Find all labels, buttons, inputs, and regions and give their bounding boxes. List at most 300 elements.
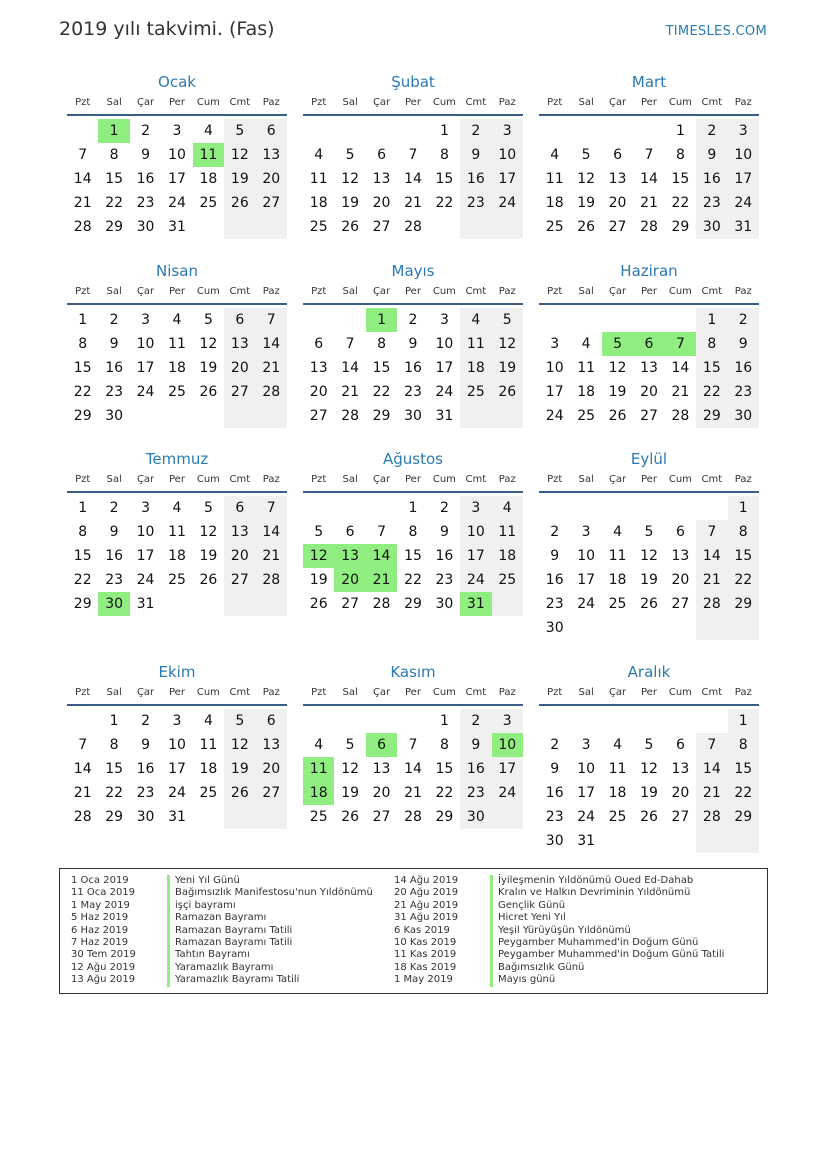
day-cell: 1 [439,123,449,139]
month-block [539,262,759,428]
day-grid [303,119,523,239]
day-cell: 20 [309,384,328,400]
empty-cell [633,829,664,853]
empty-cell [256,805,287,829]
day-cell: 23 [105,572,124,588]
day-cell: 10 [492,143,523,167]
day-cell: 11 [545,171,564,187]
day-cell: 24 [492,191,523,215]
day-cell: 8 [377,336,387,352]
day-cell: 3 [172,713,182,729]
legend-row [60,887,373,899]
weekday-header [303,686,523,706]
day-cell: 23 [435,572,454,588]
legend-date: 6 Kas 2019 [394,924,450,936]
day-cell: 13 [372,761,391,777]
legend-date: 21 Ağu 2019 [394,899,459,911]
day-cell: 5 [224,709,255,733]
empty-cell [492,805,523,829]
day-cell: 20 [671,785,690,801]
legend-date: 20 Ağu 2019 [394,887,459,899]
legend-holiday-name: Bağımsızlık Günü [490,962,584,974]
day-cell: 5 [203,312,213,328]
day-grid [67,709,287,829]
day-cell: 30 [136,219,155,235]
day-cell: 27 [671,596,690,612]
day-cell: 11 [309,171,328,187]
day-cell: 26 [640,596,658,612]
day-cell: 22 [105,785,124,801]
day-cell: 20 [256,757,287,781]
legend-holiday-name: Bağımsızlık Manifestosu'nun Yıldönümü [167,887,373,899]
empty-cell [334,308,365,332]
day-cell: 1 [78,500,88,516]
day-cell: 20 [671,572,690,588]
day-cell: 18 [608,572,627,588]
day-cell: 29 [404,596,422,612]
day-cell: 23 [136,195,155,211]
weekday-label: Pzt [311,286,327,297]
empty-cell [256,215,287,239]
brand-link[interactable]: TIMESLES.COM [665,24,767,39]
day-cell: 3 [728,119,759,143]
day-cell: 9 [109,524,119,540]
weekday-label: Paz [262,687,280,698]
weekday-label: Sal [578,97,594,108]
weekday-label: Per [169,474,185,485]
day-cell: 11 [577,360,596,376]
day-cell: 4 [492,496,523,520]
empty-cell [570,119,601,143]
day-cell: 2 [141,713,151,729]
holiday-day-cell: 1 [366,308,397,332]
month-name: Ağustos [383,450,443,468]
weekday-label: Sal [578,474,594,485]
day-cell: 22 [435,785,454,801]
day-cell: 2 [550,737,560,753]
legend-row [60,937,373,949]
holiday-day-cell: 6 [633,332,664,356]
day-cell: 2 [696,119,727,143]
day-cell: 24 [577,596,596,612]
day-cell: 30 [105,408,124,424]
weekday-label: Cmt [465,687,487,698]
weekday-label: Paz [262,474,280,485]
day-cell: 20 [224,356,255,380]
day-cell: 16 [105,360,124,376]
day-cell: 15 [404,548,422,564]
day-cell: 21 [73,195,92,211]
holiday-day-cell: 18 [303,781,334,805]
holiday-day-cell: 31 [460,592,491,616]
day-cell: 6 [675,524,685,540]
day-cell: 3 [581,524,591,540]
weekday-label: Sal [342,687,358,698]
day-cell: 21 [671,384,690,400]
day-cell: 8 [439,147,449,163]
weekday-label: Per [405,687,421,698]
day-cell: 15 [73,360,92,376]
day-cell: 4 [550,147,560,163]
legend-row [383,912,724,924]
weekday-label: Cmt [465,286,487,297]
legend-date: 11 Oca 2019 [71,887,136,899]
empty-cell [728,616,759,640]
day-cell: 20 [372,785,391,801]
day-cell: 29 [696,404,727,428]
day-cell: 16 [404,360,422,376]
month-block [303,663,523,829]
empty-cell [570,308,601,332]
weekday-label: Çar [136,474,155,485]
holiday-legend [59,868,768,994]
day-cell: 15 [728,757,759,781]
page-title: 2019 yılı takvimi. (Fas) [59,18,275,40]
day-cell: 8 [675,147,685,163]
weekday-label: Cmt [465,474,487,485]
empty-cell [633,119,664,143]
day-cell: 6 [314,336,324,352]
day-cell: 23 [404,384,422,400]
day-cell: 15 [105,761,124,777]
day-cell: 24 [728,191,759,215]
day-cell: 4 [172,500,182,516]
holiday-day-cell: 7 [665,332,696,356]
legend-date: 1 May 2019 [394,974,453,986]
day-cell: 11 [199,737,218,753]
weekday-label: Pzt [311,474,327,485]
day-cell: 28 [256,380,287,404]
day-cell: 24 [577,809,596,825]
day-cell: 19 [199,548,218,564]
weekday-label: Sal [578,286,594,297]
day-cell: 27 [372,219,391,235]
day-cell: 4 [314,737,324,753]
day-cell: 6 [224,308,255,332]
day-cell: 3 [141,500,151,516]
day-cell: 17 [492,757,523,781]
day-cell: 30 [545,833,564,849]
weekday-label: Paz [262,286,280,297]
day-cell: 10 [460,520,491,544]
day-cell: 16 [105,548,124,564]
day-cell: 10 [168,737,186,753]
day-cell: 17 [435,360,454,376]
day-cell: 2 [460,709,491,733]
holiday-day-cell: 14 [366,544,397,568]
day-cell: 26 [341,219,360,235]
day-cell: 15 [696,356,727,380]
legend-row [60,900,373,912]
weekday-label: Pzt [311,687,327,698]
day-cell: 28 [696,592,727,616]
day-cell: 4 [460,308,491,332]
day-cell: 27 [224,568,255,592]
day-cell: 19 [224,167,255,191]
legend-row [383,900,724,912]
day-cell: 29 [73,596,92,612]
empty-cell [492,404,523,428]
day-cell: 28 [404,219,422,235]
day-cell: 26 [492,380,523,404]
holiday-day-cell: 6 [366,733,397,757]
month-name: Kasım [390,663,436,681]
month-name: Mayıs [391,262,435,280]
day-cell: 24 [168,785,186,801]
day-cell: 28 [341,408,360,424]
day-cell: 21 [73,785,92,801]
legend-holiday-name: Ramazan Bayramı [167,912,266,924]
day-cell: 8 [78,524,88,540]
day-cell: 23 [460,781,491,805]
empty-cell [539,496,570,520]
empty-cell [334,496,365,520]
day-cell: 4 [314,147,324,163]
empty-cell [67,709,98,733]
day-cell: 18 [199,761,218,777]
legend-holiday-name: Yaramazlık Bayramı Tatili [167,974,299,986]
month-block [67,663,287,829]
day-cell: 13 [671,761,690,777]
day-cell: 16 [545,785,564,801]
day-cell: 15 [435,171,454,187]
legend-row [60,875,373,887]
day-cell: 6 [256,709,287,733]
day-cell: 25 [309,219,328,235]
day-cell: 4 [203,713,213,729]
day-cell: 21 [696,781,727,805]
month-name: Nisan [156,262,198,280]
day-cell: 28 [73,219,92,235]
day-cell: 23 [460,191,491,215]
day-cell: 26 [309,596,328,612]
empty-cell [303,119,334,143]
weekday-label: Cmt [229,97,251,108]
day-cell: 6 [224,496,255,520]
day-cell: 28 [671,408,690,424]
day-cell: 14 [696,544,727,568]
weekday-label: Çar [608,286,627,297]
day-cell: 8 [109,147,119,163]
day-cell: 20 [256,167,287,191]
weekday-label: Paz [734,474,752,485]
day-cell: 11 [492,520,523,544]
day-cell: 3 [492,709,523,733]
legend-holiday-name: Ramazan Bayramı Tatili [167,937,292,949]
day-cell: 23 [545,809,564,825]
day-cell: 8 [439,737,449,753]
empty-cell [633,616,664,640]
day-cell: 30 [136,809,155,825]
month-block [303,450,523,616]
legend-row [60,962,373,974]
legend-row [60,912,373,924]
day-grid [67,308,287,428]
holiday-day-cell: 10 [492,733,523,757]
legend-date: 11 Kas 2019 [394,949,457,961]
empty-cell [67,119,98,143]
legend-date: 31 Ağu 2019 [394,912,459,924]
day-cell: 20 [608,195,627,211]
empty-cell [334,709,365,733]
weekday-label: Cmt [465,97,487,108]
weekday-label: Sal [342,474,358,485]
day-cell: 7 [377,524,387,540]
weekday-label: Çar [136,286,155,297]
day-cell: 15 [435,761,454,777]
day-cell: 8 [109,737,119,753]
empty-cell [570,709,601,733]
day-cell: 26 [341,809,360,825]
day-cell: 9 [109,336,119,352]
empty-cell [602,709,633,733]
day-grid [67,496,287,616]
day-cell: 12 [640,548,658,564]
weekday-label: Sal [578,687,594,698]
day-cell: 30 [545,620,564,636]
weekday-label: Cmt [701,474,723,485]
day-cell: 16 [696,167,727,191]
day-cell: 3 [141,312,151,328]
day-cell: 10 [577,548,596,564]
day-cell: 20 [372,195,391,211]
day-cell: 22 [696,380,727,404]
day-cell: 22 [728,781,759,805]
weekday-label: Cum [196,687,220,698]
day-cell: 31 [435,408,454,424]
empty-cell [633,709,664,733]
day-cell: 15 [728,544,759,568]
day-cell: 4 [203,123,213,139]
day-cell: 18 [199,171,218,187]
day-cell: 22 [105,195,124,211]
weekday-label: Çar [372,286,391,297]
weekday-label: Sal [342,286,358,297]
month-name: Mart [631,73,667,91]
weekday-label: Pzt [75,286,91,297]
empty-cell [193,805,224,829]
day-cell: 29 [671,219,690,235]
day-cell: 23 [728,380,759,404]
empty-cell [366,496,397,520]
day-cell: 27 [256,781,287,805]
month-name: Ocak [158,73,196,91]
day-cell: 5 [581,147,591,163]
weekday-label: Per [405,286,421,297]
legend-row [383,925,724,937]
day-cell: 28 [73,809,92,825]
empty-cell [303,308,334,332]
weekday-label: Per [169,97,185,108]
day-cell: 19 [341,195,360,211]
weekday-label: Per [641,286,657,297]
day-cell: 26 [224,781,255,805]
holiday-day-cell: 1 [98,119,129,143]
day-grid [539,119,759,239]
holiday-day-cell: 21 [366,568,397,592]
weekday-label: Per [641,687,657,698]
weekday-label: Per [405,474,421,485]
legend-row [383,937,724,949]
weekday-label: Pzt [547,286,563,297]
empty-cell [602,308,633,332]
weekday-label: Per [169,687,185,698]
day-cell: 29 [105,809,124,825]
day-cell: 3 [460,496,491,520]
day-cell: 3 [172,123,182,139]
legend-date: 6 Haz 2019 [71,924,129,936]
weekday-label: Paz [498,97,516,108]
day-cell: 16 [545,572,564,588]
legend-holiday-name: işçi bayramı [167,900,236,912]
weekday-label: Cum [668,97,692,108]
weekday-label: Sal [106,687,122,698]
day-cell: 17 [460,544,491,568]
day-cell: 19 [309,572,328,588]
weekday-label: Çar [372,687,391,698]
day-cell: 17 [168,761,186,777]
day-cell: 28 [640,219,658,235]
weekday-label: Paz [262,97,280,108]
weekday-label: Paz [734,687,752,698]
weekday-label: Cum [432,286,456,297]
month-block [303,73,523,239]
legend-column-left [60,875,373,987]
day-cell: 23 [545,596,564,612]
weekday-header [539,686,759,706]
weekday-label: Cmt [701,286,723,297]
day-cell: 8 [696,332,727,356]
day-cell: 25 [168,384,186,400]
weekday-label: Cmt [701,97,723,108]
day-cell: 17 [136,360,155,376]
holiday-day-cell: 30 [98,592,129,616]
day-cell: 27 [341,596,360,612]
day-cell: 14 [341,360,360,376]
empty-cell [492,215,523,239]
weekday-label: Pzt [547,687,563,698]
day-cell: 9 [439,524,449,540]
day-cell: 5 [314,524,324,540]
weekday-header [303,285,523,305]
weekday-label: Cmt [229,687,251,698]
day-cell: 16 [136,171,155,187]
month-name: Haziran [620,262,678,280]
day-cell: 28 [696,805,727,829]
day-cell: 22 [73,384,92,400]
day-cell: 14 [640,171,658,187]
empty-cell [161,592,192,616]
month-block [67,450,287,616]
day-cell: 12 [640,761,658,777]
empty-cell [633,496,664,520]
day-cell: 22 [435,195,454,211]
day-cell: 12 [199,336,218,352]
day-cell: 22 [728,568,759,592]
month-block [67,262,287,428]
empty-cell [570,616,601,640]
day-grid [539,496,759,640]
weekday-label: Per [641,97,657,108]
weekday-label: Per [405,97,421,108]
weekday-label: Çar [372,97,391,108]
day-cell: 15 [671,171,690,187]
day-cell: 14 [404,171,422,187]
weekday-label: Cum [432,687,456,698]
day-cell: 7 [696,733,727,757]
day-cell: 29 [728,805,759,829]
weekday-label: Çar [608,687,627,698]
